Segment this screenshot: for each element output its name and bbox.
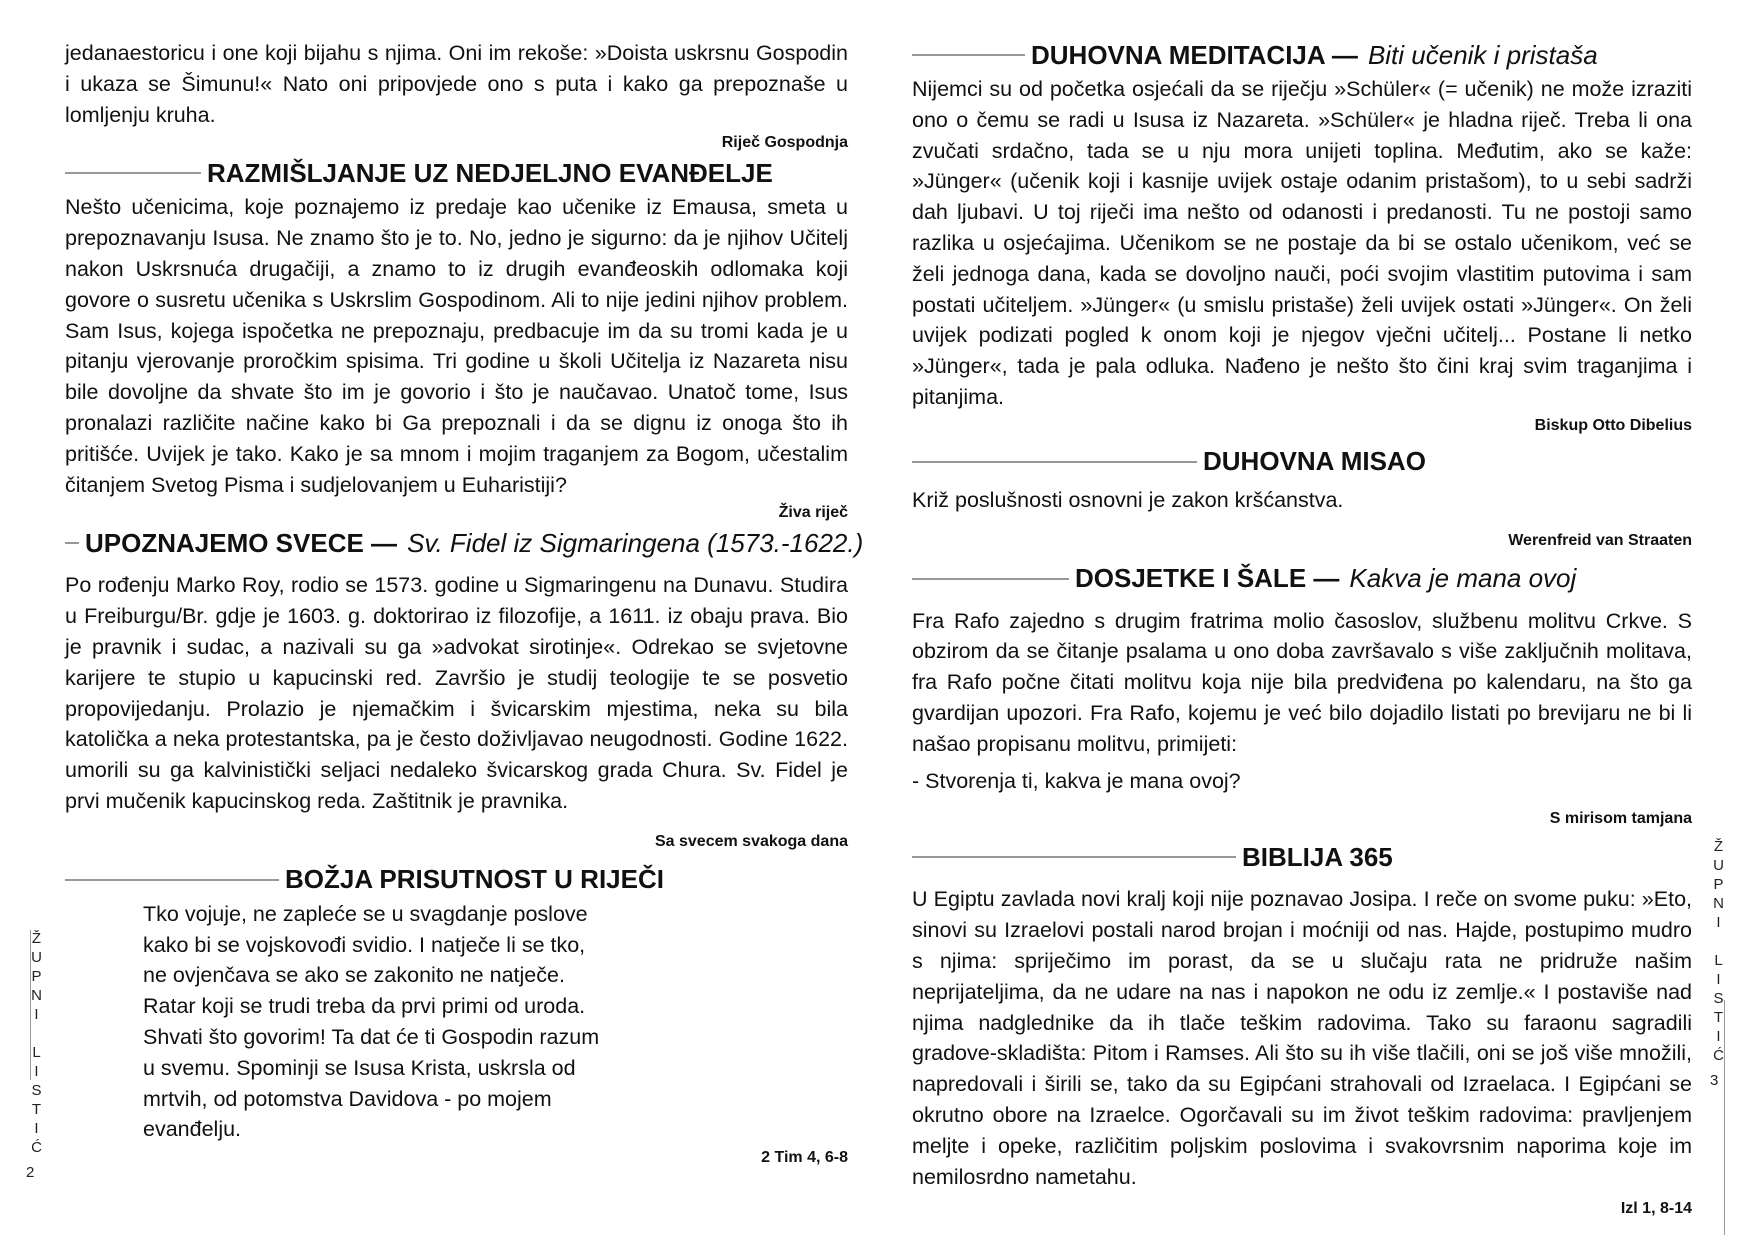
thought-heading: [912, 443, 1692, 481]
presence-heading: [65, 861, 848, 899]
jokes-text: Fra Rafo zajedno s drugim fratrima molio časoslov, službenu molitvu Crkve. S obzirom da se čitanje psalama u ono doba završavalo s više zaključnih molitava, fra Rafo počne čitati molitvu koja nije bila predviđena po kalendaru, na što ga gvardijan upozori. Fra Rafo, kojemu je već bilo dojadilo listati po brevijaru ne bi li našao propisanu molitvu, primijeti:: [912, 608, 1692, 756]
reflection-heading: [65, 154, 848, 192]
heading-rule: [912, 578, 1069, 580]
thought-section: [912, 443, 1692, 552]
bible-title: BIBLIJA 365: [1242, 841, 1393, 872]
thought-source: Werenfreid van Straaten: [1508, 531, 1692, 549]
left-side-marker: [22, 930, 56, 1189]
jokes-section: [912, 560, 1692, 831]
bible-heading: [912, 838, 1692, 876]
gospel-intro-source: Riječ Gospodnja: [721, 134, 848, 152]
heading-rule: [912, 856, 1236, 858]
meditation-section: [912, 36, 1692, 437]
thought-text: Križ poslušnosti osnovni je zakon kršćanstva.: [912, 487, 1344, 512]
parish-bulletin-label: ŽUPNI LISTIĆ: [28, 930, 45, 1158]
saints-title: UPOZNAJEMO SVECE —: [85, 527, 398, 558]
saints-text: Po rođenju Marko Roy, rodio se 1573. godine u Sigmaringenu na Dunavu. Studira u Freiburgu/Br. gdje je 1603. g. doktorirao iz filozofije, a 1611. iz obaju prava. Bio je pravnik i sudac, a nazivali su ga »advokat sirotinje«. Odrekao se svjetovne karijere te stupio u kapucinski red. Završio je studij teologije te se posvetio propovijedanju. Prolazio je njemačkim i švicarskim mjestima, neka su bila katolička a neka protestantska, pa je često doživljavao neugodnosti. Godine 1622. umorili su ga kalvinistički seljaci nedaleko švicarskog grada Chura. Sv. Fidel je prvi mučenik kapucinskog reda. Zaštitnik je pravnika.: [65, 573, 848, 813]
right-side-marker: [1700, 838, 1734, 1097]
bible-source: Izl 1, 8-14: [1620, 1200, 1692, 1218]
jokes-source: S mirisom tamjana: [1549, 810, 1692, 828]
bible-section: [912, 838, 1692, 1220]
presence-quote: Tko vojuje, ne zapleće se u svagdanje poslove kako bi se vojskovođi svidio. I natječe li se tko, ne ovjenčava se ako se zakonito ne natječe. Ratar koji se trudi treba da prvi primi od uroda. Shvati što govorim! Ta dat će ti Gospodin razum u svemu. Spominji se Isusa Krista, uskrsla od mrtvih, od potomstva Davidova - po mojem evanđelju.: [143, 901, 600, 1142]
heading-rule: [912, 461, 1197, 463]
meditation-text: Nijemci su od početka osjećali da se riječju »Schüler« (= učenik) ne može izraziti ono o čemu se radi u Isusa iz Nazareta. »Schüler« je hladna riječ. Treba li ona zvučati srdačno, tada se u nju mora unijeti toplina. Međutim, ako se kaže: »Jünger« (učenik koji i kasnije uvijek ostaje odanim pristašom), to u sebi sadrži dah ljubavi. U toj riječi ima nešto od odanosti i predanosti. Tu ne postoji samo razlika u osjećajima. Učenikom se ne postaje da bi se ostalo učenikom, već se želi jednoga dana, kada se dovoljno nauči, poći svojim vlastitim putovima i sam postati učiteljem. »Jünger« (u smislu pristaše) želi uvijek ostati »Jünger«. On želi uvijek podizati pogled k onom koji je njegov vječni učitelj... Postane li netko »Jünger«, tada je pala odluka. Nađeno je nešto što čini kraj svim traganjima i pitanjima.: [912, 77, 1692, 409]
gospel-intro-paragraph: jedanaestoricu i one koji bijahu s njima. Oni im rekoše: »Doista uskrsnu Gospodin i ukaza se Šimunu!« Nato oni pripovjede ono s puta i kako ga prepoznaše u lomljenju kruha.: [65, 41, 848, 127]
saints-subtitle: Sv. Fidel iz Sigmaringena (1573.-1622.): [407, 527, 864, 558]
jokes-title: DOSJETKE I ŠALE —: [1075, 563, 1340, 594]
saints-section: [65, 524, 864, 852]
meditation-subtitle: Biti učenik i pristaša: [1367, 39, 1598, 70]
page-number-left: 2: [26, 1164, 39, 1181]
reflection-source: Živa riječ: [778, 504, 848, 522]
meditation-heading: [912, 36, 1692, 74]
jokes-heading: [912, 560, 1692, 598]
heading-rule: [65, 172, 201, 174]
meditation-title: DUHOVNA MEDITACIJA —: [1031, 39, 1358, 70]
reflection-section: [65, 154, 848, 524]
meditation-source: Biskup Otto Dibelius: [1534, 416, 1692, 434]
bible-text: U Egiptu zavlada novi kralj koji nije poznavao Josipa. I reče on svome puku: »Eto, sinovi su Izraelovi postali narod brojan i moćniji od nas. Hajde, postupimo mudro s njima: spriječimo im porast, da se u slučaju rata ne pridruže našim neprijateljima, da ne udare na nas i napokon ne odu iz zemlje.« I postaviše nad njima nadglednike da ih tlače teškim radovima. Tako su faraonu sagradili gradove-skladišta: Pitom i Ramses. Ali što su ih više tlačili, oni se još više množili, napredovali i širili se, tako da su Egipćani strahovali od Izraelaca. I Egipćani se okrutno obore na Izraelce. Ogorčavali su im život teškim radovima: pravljenjem meljte i opeke, različitim poljskim poslovima i svakovrsnim naporima koje im nemilosrdno nametahu.: [912, 887, 1692, 1189]
reflection-title: RAZMIŠLJANJE UZ NEDJELJNO EVANĐELJE: [207, 157, 773, 188]
heading-rule: [912, 54, 1025, 56]
saints-source: Sa svecem svakoga dana: [654, 832, 848, 850]
presence-source: 2 Tim 4, 6-8: [761, 1149, 848, 1167]
reflection-text: Nešto učenicima, koje poznajemo iz predaje kao učenike iz Emausa, smeta u prepoznavanju Isusa. Ne znamo što je to. No, jedno je sigurno: da je njihov Učitelj nakon Uskrsnuća drugačiji, a znamo to iz drugih evanđeoskih odlomaka koji govore o susretu učenika s Uskrslim Gospodinom. Ali to nije jedini njihov problem. Sam Isus, kojega ispočetka ne prepoznaju, predbacuje im da su tromi kada je u pitanju vjerovanje proročkim spisima. Tri godine u školi Učitelja iz Nazareta nisu bile dovoljne da shvate što im je govorio i što je naučavao. Unatoč tome, Isus pronalazi različite načine kako bi Ga prepoznali i da se dignu iz onoga što ih pritišće. Uvijek je tako. Kako je sa mnom i mojim traganjem za Bogom, učestalim čitanjem Svetog Pisma i sudjelovanjem u Euharistiji?: [65, 195, 848, 497]
thought-title: DUHOVNA MISAO: [1203, 446, 1426, 477]
jokes-subtitle: Kakva je mana ovoj: [1349, 563, 1577, 594]
heading-rule: [65, 879, 279, 881]
parish-bulletin-label: ŽUPNI LISTIĆ: [1710, 838, 1727, 1066]
heading-rule: [65, 542, 79, 544]
saints-heading: [65, 524, 864, 562]
left-page-column: [65, 38, 864, 1169]
page-number-right: 3: [1710, 1072, 1723, 1089]
jokes-punchline: - Stvorenja ti, kakva je mana ovoj?: [912, 768, 1241, 793]
presence-title: BOŽJA PRISUTNOST U RIJEČI: [285, 864, 664, 895]
right-page-column: [912, 38, 1692, 1220]
presence-section: [65, 861, 848, 1169]
